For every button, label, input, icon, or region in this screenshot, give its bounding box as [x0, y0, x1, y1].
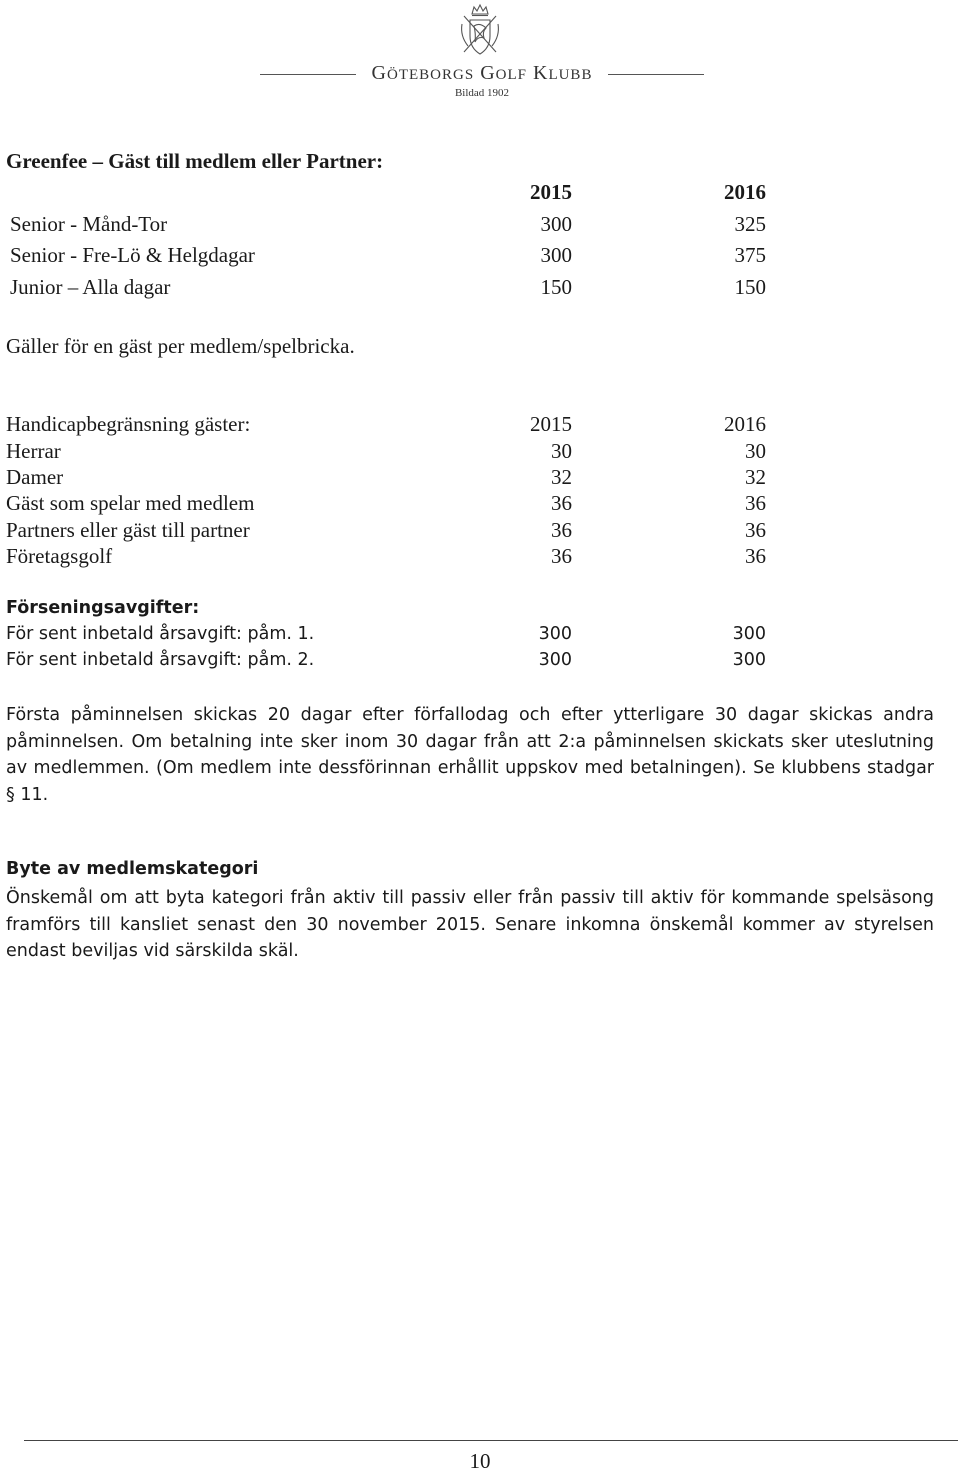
greenfee-row-2015: 150 [540, 275, 572, 299]
handicap-col-2015: 2015 [530, 412, 572, 436]
late-fee-2016: 300 [732, 624, 766, 644]
greenfee-row [0, 243, 800, 269]
club-crest-icon [458, 2, 502, 60]
handicap-row-label: Herrar [6, 439, 61, 463]
greenfee-col-2015: 2015 [530, 180, 572, 204]
handicap-row-2016: 32 [745, 465, 766, 489]
handicap-row-2016: 36 [745, 518, 766, 542]
handicap-row-2015: 36 [551, 544, 572, 568]
handicap-title: Handicapbegränsning gäster: [6, 412, 251, 436]
greenfee-row [0, 212, 800, 238]
club-name: GÖTEBORGS GOLF KLUBB [371, 62, 593, 84]
category-change-paragraph: Önskemål om att byta kategori från aktiv till passiv eller från passiv till aktiv för kommande spelsäsong framförs till kansliet senast den 30 november 2015. Senare inkomna önskemål kommer av styrelsen endast beviljas vid särskilda skäl. [6, 888, 934, 961]
header-rule-left [260, 74, 356, 75]
late-fee-label: För sent inbetald årsavgift: påm. 2. [6, 650, 315, 670]
greenfee-row-2016: 375 [734, 243, 766, 267]
late-fees-title: Förseningsavgifter: [6, 598, 200, 618]
late-fee-label: För sent inbetald årsavgift: påm. 1. [6, 624, 315, 644]
handicap-row-label: Partners eller gäst till partner [6, 518, 250, 542]
category-change-title: Byte av medlemskategori [6, 859, 259, 879]
handicap-row-2015: 36 [551, 491, 572, 515]
greenfee-row-2016: 325 [734, 212, 766, 236]
handicap-row-2015: 32 [551, 465, 572, 489]
late-fee-row [0, 624, 800, 650]
late-fee-2015: 300 [538, 624, 572, 644]
greenfee-col-2016: 2016 [724, 180, 766, 204]
handicap-header-row [0, 412, 800, 438]
handicap-row-label: Företagsgolf [6, 544, 113, 568]
handicap-row [0, 439, 800, 465]
greenfee-row-2015: 300 [540, 212, 572, 236]
late-fee-row [0, 650, 800, 676]
handicap-row-2016: 30 [745, 439, 766, 463]
greenfee-note: Gäller för en gäst per medlem/spelbricka. [6, 334, 355, 358]
greenfee-row-label: Senior - Fre-Lö & Helgdagar [10, 243, 255, 267]
greenfee-header-row [0, 180, 800, 206]
greenfee-row-2015: 300 [540, 243, 572, 267]
handicap-row [0, 518, 800, 544]
founded-text: Bildad 1902 [454, 87, 510, 99]
handicap-row-label: Gäst som spelar med medlem [6, 491, 255, 515]
handicap-col-2016: 2016 [724, 412, 766, 436]
handicap-row [0, 491, 800, 517]
late-fee-2015: 300 [538, 650, 572, 670]
greenfee-title: Greenfee – Gäst till medlem eller Partner: [6, 149, 384, 173]
late-fee-2016: 300 [732, 650, 766, 670]
late-fees-paragraph: Första påminnelsen skickas 20 dagar efter förfallodag och efter ytterligare 30 dagar skickas andra påminnelsen. Om betalning inte sker inom 30 dagar från att 2:a påminnelsen skickats sker uteslutning av medlemmen. (Om medlem inte dessförinnan erhållit uppskov med betalningen). Se klubbens stadgar § 11. [6, 705, 934, 805]
handicap-row [0, 544, 800, 570]
handicap-row-2015: 30 [551, 439, 572, 463]
greenfee-row-2016: 150 [734, 275, 766, 299]
greenfee-row-label: Junior – Alla dagar [10, 275, 171, 299]
handicap-row-label: Damer [6, 465, 64, 489]
greenfee-row-label: Senior - Månd-Tor [10, 212, 168, 236]
greenfee-row [0, 275, 800, 301]
handicap-row [0, 465, 800, 491]
page-number: 10 [469, 1449, 491, 1473]
handicap-row-2015: 36 [551, 518, 572, 542]
footer-rule [24, 1440, 958, 1441]
header-rule-right [608, 74, 704, 75]
handicap-row-2016: 36 [745, 544, 766, 568]
handicap-row-2016: 36 [745, 491, 766, 515]
